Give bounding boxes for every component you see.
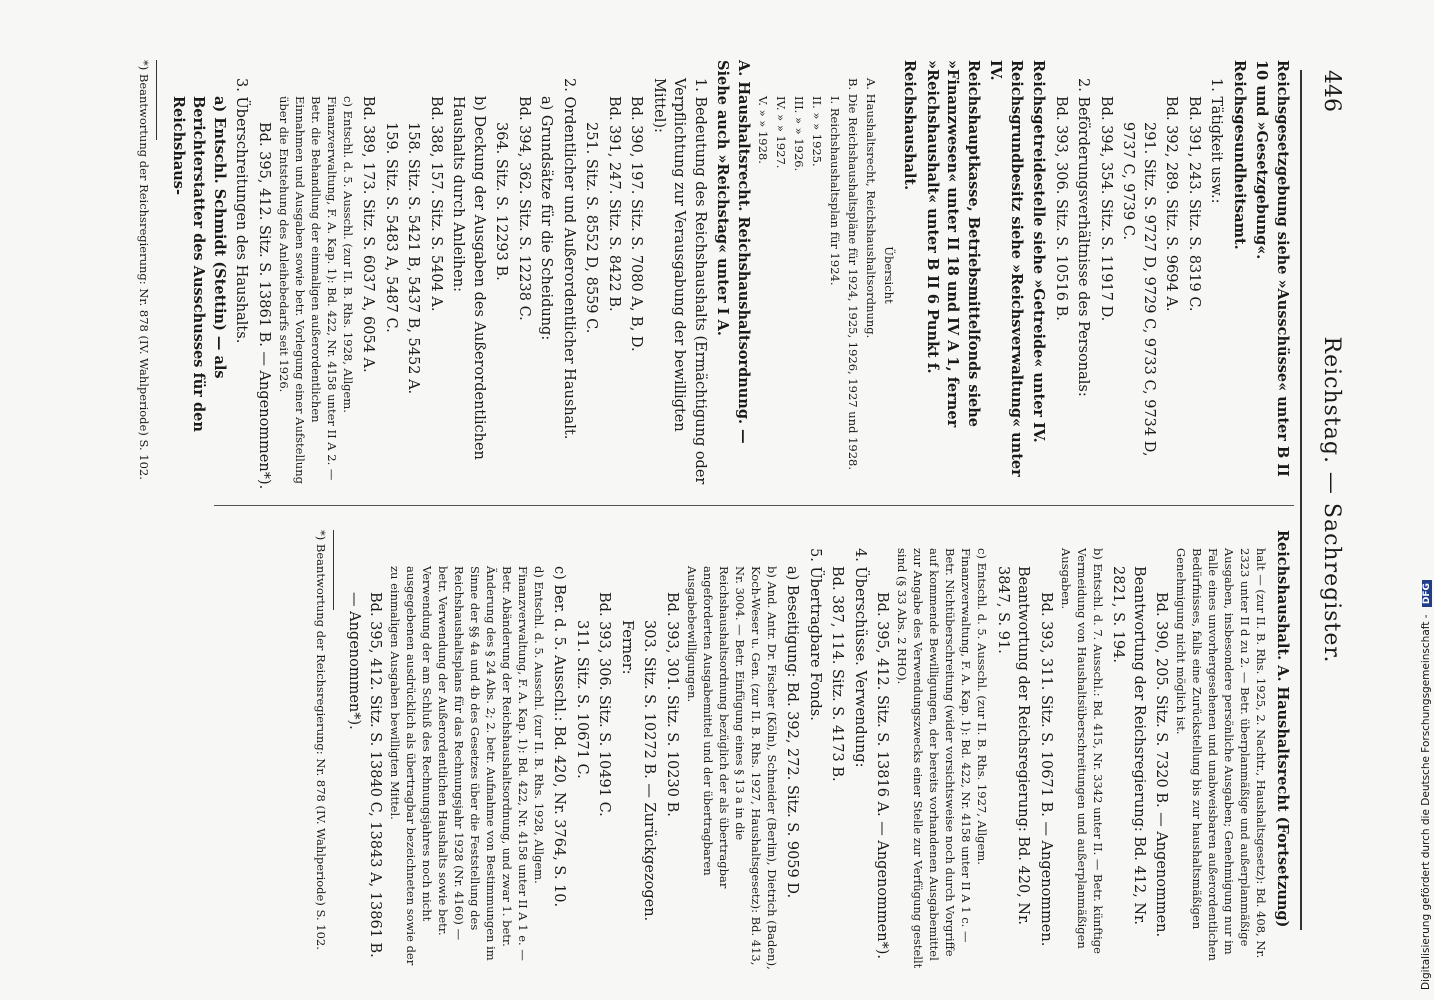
register-entry: 291. Sitz. S. 9727 D, 9729 C, 9733 C, 9734 D, 9737 C, 9739 C. [1120, 122, 1157, 457]
register-entry: Reichsgesundheitsamt. [1231, 60, 1248, 250]
column-divider [214, 505, 1294, 506]
page-title: Reichstag. — Sachregister. [1319, 336, 1344, 664]
register-entry: Bd. 390, 197. Sitz. S. 7080 A, B, D. [628, 96, 645, 352]
register-entry: c) Entschl. d. 5. Ausschl. (zur II. B. Rhs. 1927, Allgem. Finanzverwaltung, F. A. Kap. 1): Bd. 422, Nr. 4158 unter II A 1 c. — Betr. Nichtüberschreitung (wider vorsichtsweise noch durch Vorgriffe auf kommende Bewilligungen, der bereits vorhandenen Ausgabemittel zur Angabe des Verwendungszwecks einer Stelle zur Verfügung gestellt sind (§ 33 Abs. 2 RHO). [895, 548, 990, 969]
register-entry: b) Deckung der Ausgaben des Außerordentlichen Haushalts durch Anleihen: [450, 96, 487, 460]
register-entry: Bd. 390, 205. Sitz. S. 7320 B. — Angenommen. [1153, 592, 1170, 938]
footnote-rule [333, 530, 334, 610]
register-entry: Reichshaushalt. [901, 60, 919, 191]
register-entry: Bd. 393, 311. Sitz. S. 10671 B. — Angenommen. [1038, 592, 1054, 947]
register-entry: II. » » 1925. [810, 96, 824, 167]
register-entry: A. Haushaltsrecht, Reichshaushaltsordnung. [864, 78, 878, 339]
register-entry: I. Reichshaushaltsplan für 1924. [828, 96, 842, 286]
register-entry: c) Ber. d. 5. Ausschl.: Bd. 420, Nr. 3764, S. 10. [551, 566, 568, 908]
register-entry: 3. Überschreitungen des Haushalts. [233, 78, 250, 344]
register-entry: Bd. 393, 301. Sitz. S. 10230 B. [664, 592, 680, 817]
register-entry: A. Haushaltsrecht. Reichshaushaltsordnung. — Siehe auch »Reichstag« unter I A. [714, 60, 752, 444]
register-entry: 303. Sitz. S. 10272 B. — Zurückgezogen. [641, 620, 658, 922]
register-entry: Reichsgetreidestelle siehe »Getreide« unter IV. [1030, 60, 1048, 443]
left-column [137, 60, 1295, 490]
register-entry: 159. Sitz. S. 5483 A, 5487 C. [383, 122, 399, 333]
register-entry: B. Die Reichshaushaltspläne für 1924, 1925, 1926, 1927 und 1928. [846, 78, 860, 471]
register-entry: a) Entschl. Schmidt (Stettin) — als Berichterstatter des Ausschusses für den Reichshaus- [170, 96, 228, 432]
register-entry: Bd. 395, 412. Sitz. S. 13840 C, 13843 A, 13861 B. — Angenommen*). [346, 592, 383, 958]
register-entry: b) And. Antr. Dr. Fischer (Köln), Schneider (Berlin), Dietrich (Baden), Koch-Weser u. Gen. (zur II. B. Rhs. 1927, Haushaltsgesetz): Bd. 413, Nr. 3004. — Betr. Einfügung eines § 13 a in die Reichshaushaltsordnung bezüglich der als übertragbar angeforderten Ausgabemittel und der übertragbaren Ausgabebewilligungen. [685, 566, 779, 970]
register-entry: Bd. 395, 412. Sitz. S. 13861 B. — Angenommen*). [256, 122, 272, 490]
register-entry: halt — (zur II. B. Rhs. 1925, 2. Nachtr., Haushaltsgesetz): Bd. 408, Nr. 2323 unter II d zu 2. — Betr. überplanmäßige und außerplanmäßige Ausgaben, insbesondere persönliche Ausgaben; Genehmigung nur im Falle eines unvorhergesehenen und unabweisbaren außerordentlichen Bedürfnisses, falls eine Zurückstellung bis zur haushaltsmäßigen Genehmigung nicht möglich ist. [1174, 548, 1269, 961]
register-entry: b) Entschl. d. 7. Ausschl.: Bd. 415, Nr. 3342 unter II. — Betr. künftige Vermeidung von Haushaltsüberschreitungen und außerplanmäßigen Ausgaben. [1059, 548, 1105, 954]
dfg-note [1420, 10, 1432, 990]
footnote-rule [157, 60, 158, 140]
register-entry: 4. Überschüsse. Verwendung: [852, 548, 868, 768]
rotated-page [134, 0, 1434, 1000]
register-entry: Reichshauptkasse, Betriebsmittelfonds siehe »Finanzwesen« unter II 18 und IV A 1, ferner »Reichshaushalt« unter B II 6 Punkt f. [924, 60, 982, 428]
register-entry: d) Entschl. d. 5. Ausschl. (zur II. B. Rhs. 1928, Allgem. Finanzverwaltung, F. A. Kap. 1): Bd. 422, Nr. 4158 unter II A 1 e. — Betr. Abänderung der Reichshaushaltsordnung, und zwar 1. betr. Änderung des § 24 Abs. 2; 2. betr. Aufnahme von Bestimmungen im Sinne der §§ 4a und 4b des Gesetzes über die Feststellung des Reichshaushaltsplans für das Rechnungsjahr 1928 (Nr. 4160) — betr. Verwendung der Außerordentlichen Haushalts sowie betr. Verwendung der am Schluß des Rechnungsjahres noch nicht ausgegebenen ausdrücklich als übertragbar bezeichneten sowie der zu einmaligen Ausgaben bewilligten Mittel. [388, 566, 546, 966]
register-entry: IV. » » 1927. [774, 96, 788, 169]
register-entry: 364. Sitz. S. 12293 B. [493, 122, 510, 281]
register-entry: Bd. 388, 157. Sitz. S. 5404 A. [428, 96, 444, 312]
register-entry: Reichshaushalt. A. Haushaltsrecht (Fortsetzung) [1274, 530, 1291, 928]
register-entry: Übersicht [882, 246, 896, 304]
register-entry: 251. Sitz. S. 8552 D, 8559 C. [583, 122, 600, 334]
register-entry: 2. Beförderungsverhältnisse des Personals: [1075, 78, 1092, 397]
register-entry: 1. Tätigkeit usw.: [1208, 78, 1225, 204]
register-entry: 1. Bedeutung des Reichshaushalts (Ermächtigung oder Verpflichtung zur Verausgabung der bewilligten Mittel): [651, 78, 708, 485]
footnote: *) Beantwortung der Reichsregierung: Nr. 878 (IV. Wahlperiode) S. 102. [314, 530, 328, 950]
dfg-note-text: Digitalisierung gefördert durch die Deutsche Forschungsgemeinschaft - [1420, 614, 1432, 990]
register-entry: V. » » 1928. [756, 96, 770, 164]
register-entry: 158. Sitz. S. 5421 B, 5437 B, 5452 A. [405, 122, 422, 395]
register-entry: 5. Übertragbare Fonds. [807, 548, 823, 721]
register-entry: 311. Sitz. S. 10671 C. [574, 620, 590, 779]
register-entry: Bd. 389, 173. Sitz. S. 6037 A, 6054 A. [360, 96, 377, 373]
register-entry: Beantwortung der Reichsregierung: Bd. 420, Nr. 3847, S. 91. [995, 566, 1032, 926]
header-rule [1300, 70, 1302, 930]
dfg-logo: DFG [1422, 580, 1432, 607]
register-entry: Bd. 393, 306. Sitz. S. 10491 C. [596, 592, 613, 817]
register-entry: Reichsgrundbesitz siehe »Reichsverwaltung« unter IV. [987, 60, 1025, 477]
footnote: *) Beantwortung der Reichsregierung: Nr. 878 (IV. Wahlperiode) S. 102. [137, 60, 152, 480]
register-entry: Beantwortung der Reichsregierung: Bd. 412, Nr. 2821, S. 194. [1110, 566, 1147, 926]
register-entry: Bd. 391, 243. Sitz. S. 8319 C. [1186, 96, 1202, 312]
register-entry: Reichsgesetzgebung siehe »Ausschüsse« unter B II 10 und »Gesetzgebung«. [1253, 60, 1291, 477]
register-entry: Bd. 387, 114. Sitz. S. 4173 B. [829, 566, 846, 782]
register-entry: a) Grundsätze für die Scheidung: [538, 96, 555, 341]
register-entry: Bd. 393, 306. Sitz. S. 10516 B. [1053, 96, 1069, 321]
register-entry: Bd. 391, 247. Sitz. S. 8422 B. [606, 96, 622, 312]
page-number: 446 [1319, 70, 1344, 112]
register-entry: c) Entschl. d. 5. Ausschl. (zur II. B. Rhs. 1928, Allgem. Finanzverwaltung, F. A. Kap. 1): Bd. 422, Nr. 4158 unter II A 2. — Betr. die Behandlung der einmaligen außerordentlichen Einnahmen und Ausgaben sowie betr. Vorlegung einer Aufstellung über die Entstehung des Anleihebedarfs seit 1926. [277, 96, 355, 484]
register-entry: Bd. 392, 289. Sitz. S. 9694 A. [1163, 96, 1180, 312]
register-entry: a) Beseitigung: Bd. 392, 272. Sitz. S. 9059 D. [784, 566, 801, 899]
page-header [1304, 70, 1344, 930]
register-entry: III. » » 1926. [792, 96, 806, 172]
register-entry: Bd. 394, 354. Sitz. S. 11917 D. [1098, 96, 1114, 322]
right-column [313, 530, 1294, 970]
register-entry: 2. Ordentlicher und Außerordentlicher Haushalt. [561, 78, 577, 440]
register-entry: Bd. 394, 362. Sitz. S. 12238 C. [516, 96, 532, 321]
register-entry: Bd. 395, 412. Sitz. S. 13816 A. — Angenommen*). [874, 592, 891, 960]
register-entry: Ferner: [619, 620, 635, 675]
